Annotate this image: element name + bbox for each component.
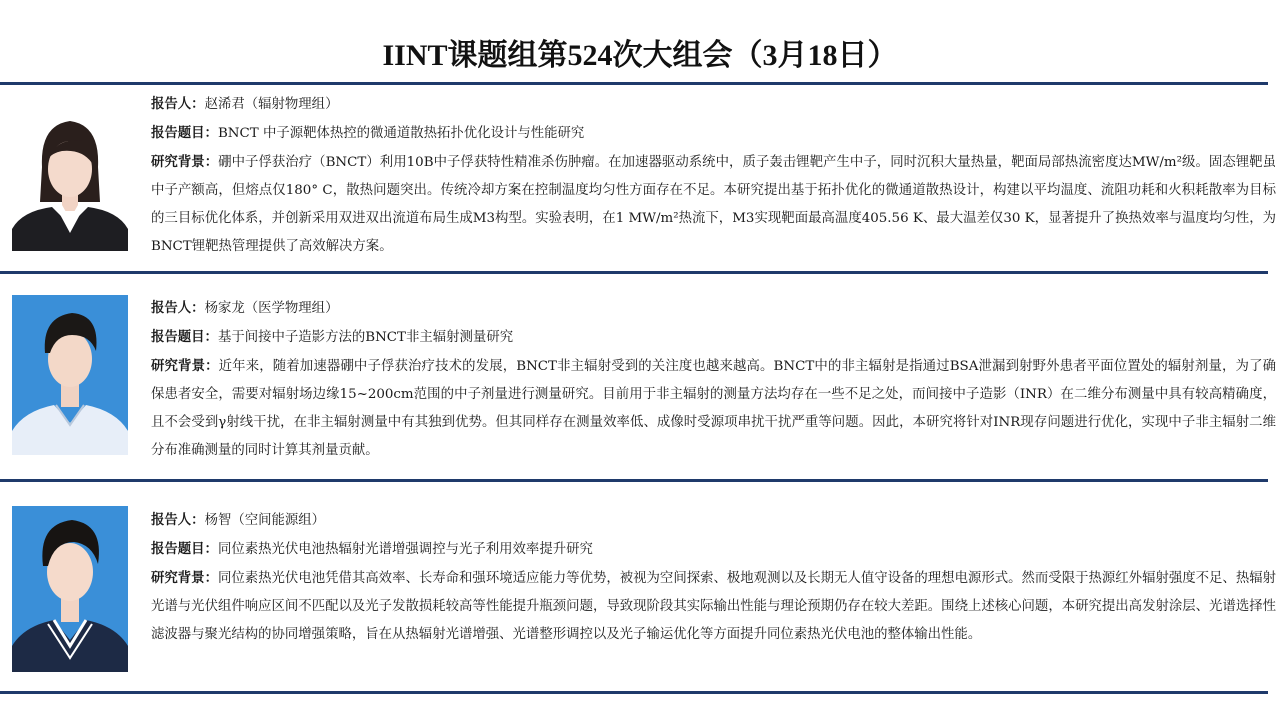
presenter-label: 报告人： — [151, 300, 205, 316]
presenter-name: 杨家龙（医学物理组） — [204, 301, 339, 316]
background-paragraph — [151, 352, 1276, 465]
presenter-label: 报告人： — [151, 512, 205, 528]
background-paragraph — [151, 564, 1276, 649]
background-text: 硼中子俘获治疗（BNCT）利用10B中子俘获特性精准杀伤肿瘤。在加速器驱动系统中，质子轰击锂靶产生中子，同时沉积大量热量，靶面局部热流密度达MW/m²级。固态锂靶虽中子产额高，但熔点仅180° C，散热问题突出。传统冷却方案在控制温度均匀性方面存在不足。本研究提出基于拓扑优化的微通道散热设计，构建以平均温度、流阻功耗和火积耗散率为目标的三目标优化体系，并创新采用双进双出流道布局生成M3构型。实验表明，在1 MW/m²热流下，M3实现靶面最高温度405.56 K、最大温差仅30 K，显著提升了换热效率与温度均匀性，为BNCT锂靶热管理提供了高效解决方案。 — [151, 155, 1276, 254]
presenter-line — [151, 294, 1276, 323]
topic-label: 报告题目： — [151, 329, 218, 345]
background-label: 研究背景： — [151, 570, 218, 586]
divider — [0, 479, 1268, 482]
presenter-name: 赵浠君（辐射物理组） — [204, 97, 339, 112]
background-label: 研究背景： — [151, 154, 219, 170]
report-block — [151, 294, 1276, 465]
background-text: 近年来，随着加速器硼中子俘获治疗技术的发展，BNCT非主辐射受到的关注度也越来越高。BNCT中的非主辐射是指通过BSA泄漏到射野外患者平面位置处的辐射剂量，为了确保患者安全，需要对辐射场边缘15~200cm范围的中子剂量进行测量研究。目前用于非主辐射的测量方法均存在一些不足之处，而间接中子造影（INR）在二维分布测量中具有较高精确度，且不会受到γ射线干扰，在非主辐射测量中有其独到优势。但其同样存在测量效率低、成像时受源项串扰干扰严重等问题。因此，本研究将针对INR现存问题进行优化，实现中子非主辐射二维分布准确测量的同时计算其剂量贡献。 — [151, 359, 1276, 458]
page-title: IINT课题组第524次大组会（3月18日） — [382, 39, 898, 72]
topic-line — [151, 323, 1276, 352]
divider — [0, 82, 1268, 85]
topic-text: 同位素热光伏电池热辐射光谱增强调控与光子利用效率提升研究 — [217, 542, 593, 557]
presenter-photo — [12, 107, 128, 251]
presenter-label: 报告人： — [151, 96, 205, 112]
report-block — [151, 506, 1276, 649]
presenter-photo — [12, 295, 128, 455]
presenter-name: 杨智（空间能源组） — [204, 513, 326, 528]
report-block — [151, 90, 1276, 261]
background-paragraph — [151, 148, 1276, 261]
divider — [0, 271, 1268, 274]
divider — [0, 691, 1268, 694]
presenter-line — [151, 506, 1276, 535]
topic-line — [151, 119, 1276, 148]
presenter-line — [151, 90, 1276, 119]
background-label: 研究背景： — [151, 358, 219, 374]
background-text: 同位素热光伏电池凭借其高效率、长寿命和强环境适应能力等优势，被视为空间探索、极地观测以及长期无人值守设备的理想电源形式。然而受限于热源红外辐射强度不足、热辐射光谱与光伏组件响应区间不匹配以及光子发散损耗较高等性能提升瓶颈问题，导致现阶段其实际输出性能与理论预期仍存在较大差距。围绕上述核心问题，本研究提出高发射涂层、光谱选择性滤波器与聚光结构的协同增强策略，旨在从热辐射光谱增强、光谱整形调控以及光子输运优化等方面提升同位素热光伏电池的整体输出性能。 — [151, 571, 1276, 642]
topic-label: 报告题目： — [151, 541, 218, 557]
topic-text: BNCT 中子源靶体热控的微通道散热拓扑优化设计与性能研究 — [217, 126, 585, 141]
presenter-photo — [12, 506, 128, 672]
topic-line — [151, 535, 1276, 564]
topic-text: 基于间接中子造影方法的BNCT非主辐射测量研究 — [217, 330, 514, 345]
topic-label: 报告题目： — [151, 125, 218, 141]
